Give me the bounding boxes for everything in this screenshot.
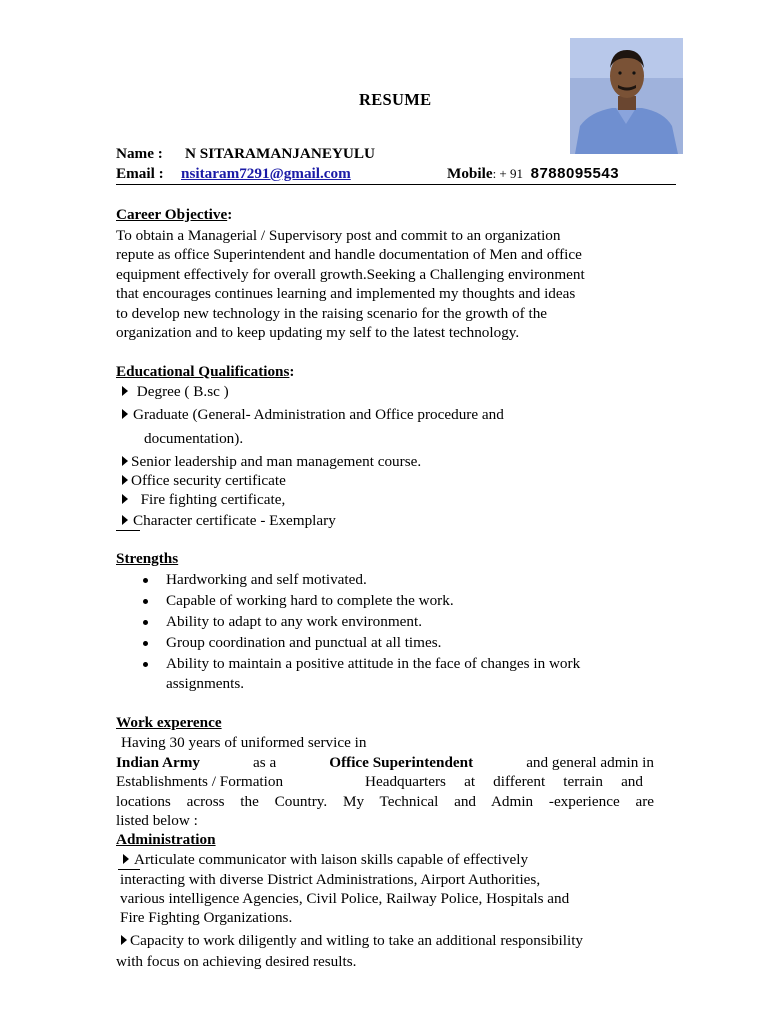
strengths-heading: Strengths (116, 550, 179, 567)
career-heading-colon: : (227, 206, 233, 223)
career-line: To obtain a Managerial / Supervisory post and commit to an organization (116, 227, 561, 244)
bullet-dot-icon (143, 578, 148, 583)
arrow-bullet-icon (122, 515, 128, 525)
education-item (122, 491, 285, 509)
arrow-bullet-icon (122, 409, 128, 419)
work-line2-rest: and general admin in (526, 754, 654, 771)
work-line-part: Establishments / Formation (116, 773, 284, 790)
admin-item (121, 851, 528, 869)
profile-photo-image (570, 38, 683, 154)
strength-item: Group coordination and punctual at all times. (166, 634, 442, 651)
arrow-bullet-icon (122, 494, 128, 504)
education-heading-text: Educational Qualifications (116, 363, 290, 380)
career-line: organization and to keep updating my self to the latest technology. (116, 324, 520, 342)
bullet-underline (118, 869, 140, 870)
education-item-text: Office security certificate (131, 472, 286, 489)
work-line: locations across the Country. My Technical and Admin -experience are (116, 793, 654, 810)
education-item (122, 383, 229, 401)
education-item (122, 472, 286, 490)
work-line: listed below : (116, 812, 198, 829)
strength-item: Ability to adapt to any work environment. (166, 613, 423, 630)
mobile-number: 8788095543 (530, 165, 620, 182)
career-line: that encourages continues learning and implemented my thoughts and ideas (116, 285, 576, 303)
mobile-field (447, 165, 619, 183)
arrow-bullet-icon (122, 456, 128, 466)
education-heading (116, 363, 294, 381)
bullet-dot-icon (143, 620, 148, 625)
admin-item (121, 932, 583, 950)
arrow-bullet-icon (122, 475, 128, 485)
bullet-dot-icon (143, 599, 148, 604)
work-heading: Work experence (116, 714, 222, 731)
administration-heading: Administration (116, 831, 216, 848)
bullet-dot-icon (143, 641, 148, 646)
profile-photo (570, 38, 683, 154)
header-divider (116, 184, 676, 185)
admin-item-continued: with focus on achieving desired results. (116, 953, 357, 970)
education-item-text: Degree ( B.sc ) (136, 383, 229, 400)
email-link[interactable]: nsitaram7291@gmail.com (181, 165, 351, 182)
education-item (122, 453, 421, 471)
education-item-text: Senior leadership and man management course. (131, 453, 422, 470)
name-label: Name : (116, 145, 163, 162)
name-value: N SITARAMANJANEYULU (185, 145, 375, 162)
admin-item-continued: various intelligence Agencies, Civil Police, Railway Police, Hospitals and (120, 890, 570, 907)
arrow-bullet-icon (123, 854, 129, 864)
office-superintendent-text: Office Superintendent (329, 754, 474, 771)
mobile-label: Mobile (447, 165, 493, 182)
admin-item-text: Articulate communicator with laison skills capable of effectively (134, 851, 529, 868)
education-item (122, 512, 336, 530)
work-line: Having 30 years of uniformed service in (121, 734, 367, 751)
education-item-text: Character certificate - Exemplary (133, 512, 336, 529)
arrow-bullet-icon (122, 386, 128, 396)
career-objective-text (116, 226, 674, 342)
strength-item: Ability to maintain a positive attitude in the face of changes in work (166, 655, 581, 672)
education-heading-colon: : (289, 363, 295, 380)
career-line: equipment effectively for overall growth.Seeking a Challenging environment (116, 265, 585, 283)
career-heading (116, 206, 232, 224)
education-item-text: Graduate (General- Administration and Office procedure and (133, 406, 504, 423)
bullet-dot-icon (143, 662, 148, 667)
work-line (116, 754, 654, 772)
education-item-continued: documentation). (144, 430, 244, 447)
mobile-prefix: : + 91 (492, 166, 524, 181)
as-a-text: as a (253, 754, 277, 771)
admin-item-continued: Fire Fighting Organizations. (120, 909, 293, 926)
education-item-text: Fire fighting certificate, (140, 491, 286, 508)
career-line: to develop new technology in the raising scenario for the growth of the (116, 304, 548, 322)
admin-item-text: Capacity to work diligently and witling to take an additional responsibility (130, 932, 584, 949)
strength-item-continued: assignments. (166, 675, 245, 692)
bullet-underline (116, 530, 140, 531)
indian-army-text: Indian Army (116, 754, 200, 771)
strength-item: Capable of working hard to complete the work. (166, 592, 454, 609)
admin-item-continued: interacting with diverse District Administrations, Airport Authorities, (120, 871, 541, 888)
career-heading-text: Career Objective (116, 206, 228, 223)
arrow-bullet-icon (121, 935, 127, 945)
career-line: repute as office Superintendent and handle documentation of Men and office (116, 246, 582, 264)
resume-title: RESUME (359, 90, 432, 109)
email-label: Email : (116, 165, 164, 182)
strength-item: Hardworking and self motivated. (166, 571, 367, 588)
work-line-part: Headquarters at different terrain and (365, 773, 643, 790)
education-item (122, 406, 504, 424)
